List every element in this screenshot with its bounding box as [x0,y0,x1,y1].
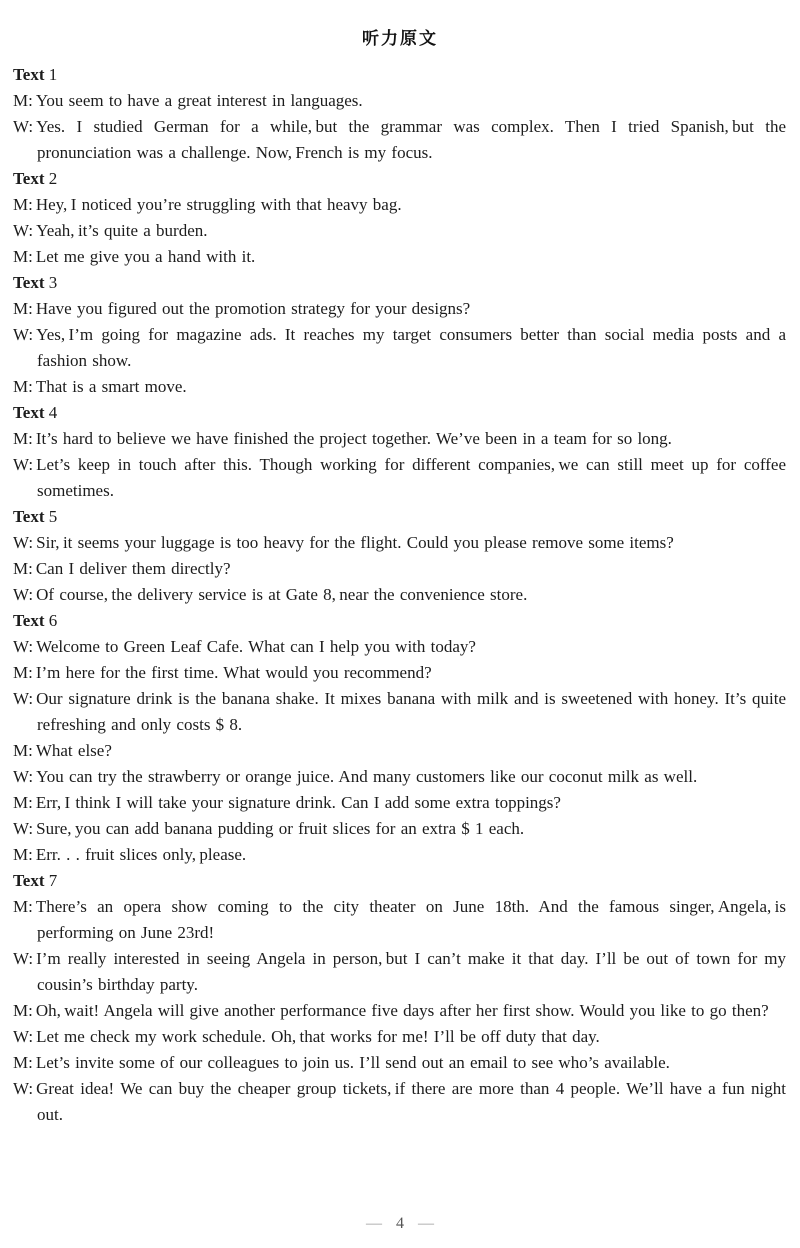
section-heading-label: Text [13,403,45,422]
speaker-label: W: [13,533,34,552]
transcript [0,62,800,1128]
speaker-label: M: [13,845,33,864]
section-heading-label: Text [13,65,45,84]
section-heading-label: Text [13,871,45,890]
dialogue-line: W: Of course, the delivery service is at Gate 8, near the convenience store. [13,585,528,604]
speaker-label: M: [13,299,33,318]
dialogue-line: W: Welcome to Green Leaf Cafe. What can I help you with today? [13,637,476,656]
dialogue-line: M: There’s an opera show coming to the city theater on June 18th. And the famous singer, Angela, is performing on June 23rd! [13,897,786,942]
section-heading-label: Text [13,169,45,188]
page-title: 听力原文 [362,29,438,49]
section-heading-2 [13,166,786,192]
dialogue-line: M: You seem to have a great interest in languages. [13,91,363,110]
speaker-label: M: [13,559,33,578]
section-heading-number: 1 [44,65,58,84]
dialogue-line: M: Let’s invite some of our colleagues to join us. I’ll send out an email to see who’s available. [13,1053,670,1072]
page-number-value: 4 [396,1215,404,1232]
dialogue-line: W: Our signature drink is the banana shake. It mixes banana with milk and is sweetened with honey. It’s quite refreshing and only costs $ 8. [13,689,786,734]
section-heading-3 [13,270,786,296]
dialogue-line: M: Hey, I noticed you’re struggling with that heavy bag. [13,195,402,214]
section-heading-number: 6 [44,611,58,630]
speaker-label: W: [13,1027,34,1046]
section-heading-label: Text [13,507,45,526]
speaker-label: W: [13,1079,34,1098]
dialogue-line: M: Can I deliver them directly? [13,559,231,578]
speaker-label: M: [13,429,33,448]
speaker-label: M: [13,793,33,812]
section-heading-number: 7 [44,871,58,890]
dialogue-line: M: Let me give you a hand with it. [13,247,256,266]
speaker-label: W: [13,455,34,474]
speaker-label: M: [13,1053,33,1072]
section-heading-6 [13,608,786,634]
speaker-label: M: [13,195,33,214]
section-heading-label: Text [13,611,45,630]
section-heading-4 [13,400,786,426]
dialogue-line: M: Oh, wait! Angela will give another performance five days after her first show. Would you like to go then? [13,1001,769,1020]
section-heading-number: 2 [44,169,58,188]
dialogue-line: W: Great idea! We can buy the cheaper group tickets, if there are more than 4 people. We’ll have a fun night out. [13,1079,786,1124]
speaker-label: W: [13,637,34,656]
dialogue-line: W: Sir, it seems your luggage is too heavy for the flight. Could you please remove some items? [13,533,674,552]
speaker-label: W: [13,689,34,708]
dialogue-line: M: What else? [13,741,112,760]
dialogue-line: W: Sure, you can add banana pudding or fruit slices for an extra $ 1 each. [13,819,525,838]
dialogue-line: W: I’m really interested in seeing Angela in person, but I can’t make it that day. I’ll be out of town for my cousin’s birthday party. [13,949,786,994]
dialogue-line: M: Have you figured out the promotion strategy for your designs? [13,299,471,318]
speaker-label: M: [13,377,33,396]
dialogue-line: W: You can try the strawberry or orange juice. And many customers like our coconut milk as well. [13,767,698,786]
section-heading-number: 3 [44,273,58,292]
dialogue-line: M: I’m here for the first time. What would you recommend? [13,663,432,682]
speaker-label: M: [13,1001,33,1020]
section-heading-label: Text [13,273,45,292]
speaker-label: W: [13,221,34,240]
speaker-label: W: [13,325,34,344]
dialogue-line: W: Let’s keep in touch after this. Though working for different companies, we can still meet up for coffee sometimes. [13,455,786,500]
page-number-dash-right: — [418,1215,434,1232]
section-heading-number: 5 [44,507,58,526]
page-number [0,1212,800,1236]
speaker-label: M: [13,663,33,682]
dialogue-line: M: It’s hard to believe we have finished the project together. We’ve been in a team for so long. [13,429,672,448]
speaker-label: W: [13,585,34,604]
dialogue-line: W: Yes. I studied German for a while, but the grammar was complex. Then I tried Spanish, but the pronunciation was a challenge. Now, French is my focus. [13,117,786,162]
page-number-dash-left: — [366,1215,382,1232]
speaker-label: M: [13,897,33,916]
speaker-label: W: [13,117,34,136]
dialogue-line: M: Err, I think I will take your signature drink. Can I add some extra toppings? [13,793,561,812]
speaker-label: M: [13,741,33,760]
section-heading-1 [13,62,786,88]
dialogue-line: M: That is a smart move. [13,377,187,396]
dialogue-line: W: Yeah, it’s quite a burden. [13,221,208,240]
section-heading-number: 4 [44,403,58,422]
speaker-label: W: [13,819,34,838]
speaker-label: W: [13,949,34,968]
speaker-label: M: [13,91,33,110]
speaker-label: W: [13,767,34,786]
speaker-label: M: [13,247,33,266]
dialogue-line: W: Yes, I’m going for magazine ads. It reaches my target consumers better than social media posts and a fashion show. [13,325,786,370]
section-heading-7 [13,868,786,894]
section-heading-5 [13,504,786,530]
dialogue-line: M: Err. . . fruit slices only, please. [13,845,247,864]
dialogue-line: W: Let me check my work schedule. Oh, that works for me! I’ll be off duty that day. [13,1027,600,1046]
